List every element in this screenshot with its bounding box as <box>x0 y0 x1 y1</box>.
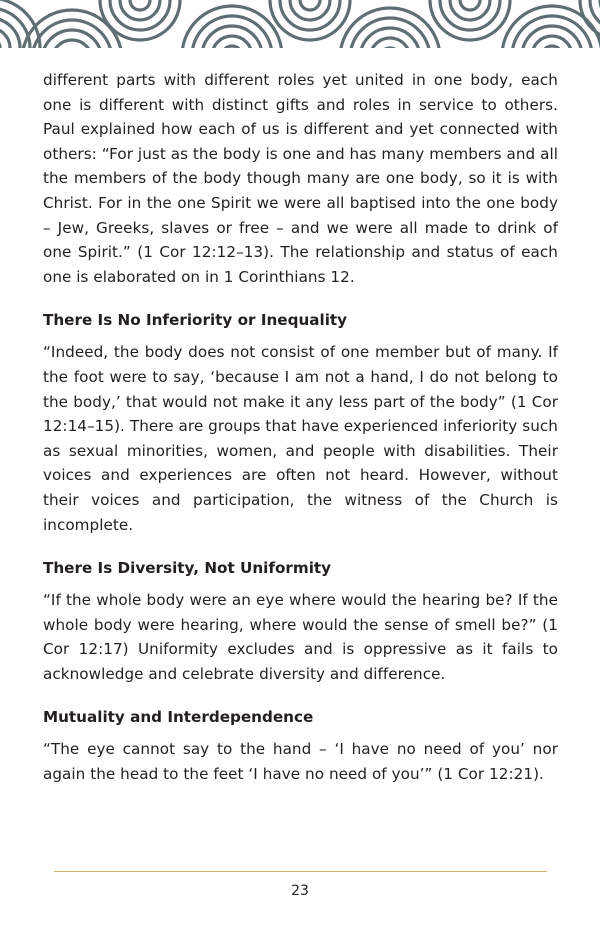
intro-paragraph: different parts with different roles yet united in one body, each one is different with distinct gifts and roles in service to others. Paul explained how each of us is different and yet connected with others: “For just as the body is one and has many members and all the members of the body though many are one body, so it is with Christ. For in the one Spirit we were all baptised into the one body – Jew, Greeks, slaves or free – and we were all made to drink of one Spirit.” (1 Cor 12:12–13). The relationship and status of each one is elaborated on in 1 Corinthians 12. <box>43 71 558 286</box>
pattern-arc-group <box>0 0 600 48</box>
section-heading-mutuality: Mutuality and Interdependence <box>43 708 314 727</box>
section-body-diversity: “If the whole body were an eye where would the hearing be? If the whole body were hearing, where would the sense of smell be?” (1 Cor 12:17) Uniformity excludes and is oppressive as it fails to acknowledge and celebrate diversity and difference. <box>43 591 558 683</box>
section-heading-diversity: There Is Diversity, Not Uniformity <box>43 559 332 578</box>
footer-divider <box>54 871 547 872</box>
page-number: 23 <box>291 883 309 899</box>
section-body-inferiority: “Indeed, the body does not consist of one member but of many. If the foot were to say, ‘because I am not a hand, I do not belong to the body,’ that would not make it any less part of the body” (1 Cor 12:14–15). There are groups that have experienced inferiority such as sexual minorities, women, and people with disabilities. Their voices and experiences are often not heard. However, without their voices and participation, the witness of the Church is incomplete. <box>43 343 558 534</box>
decorative-header-pattern <box>0 0 600 48</box>
section-body-mutuality: “The eye cannot say to the hand – ‘I have no need of you’ nor again the head to the feet ‘I have no need of you’” (1 Cor 12:21). <box>43 740 558 784</box>
page-body <box>43 68 558 787</box>
section-heading-inferiority: There Is No Inferiority or Inequality <box>43 311 348 330</box>
